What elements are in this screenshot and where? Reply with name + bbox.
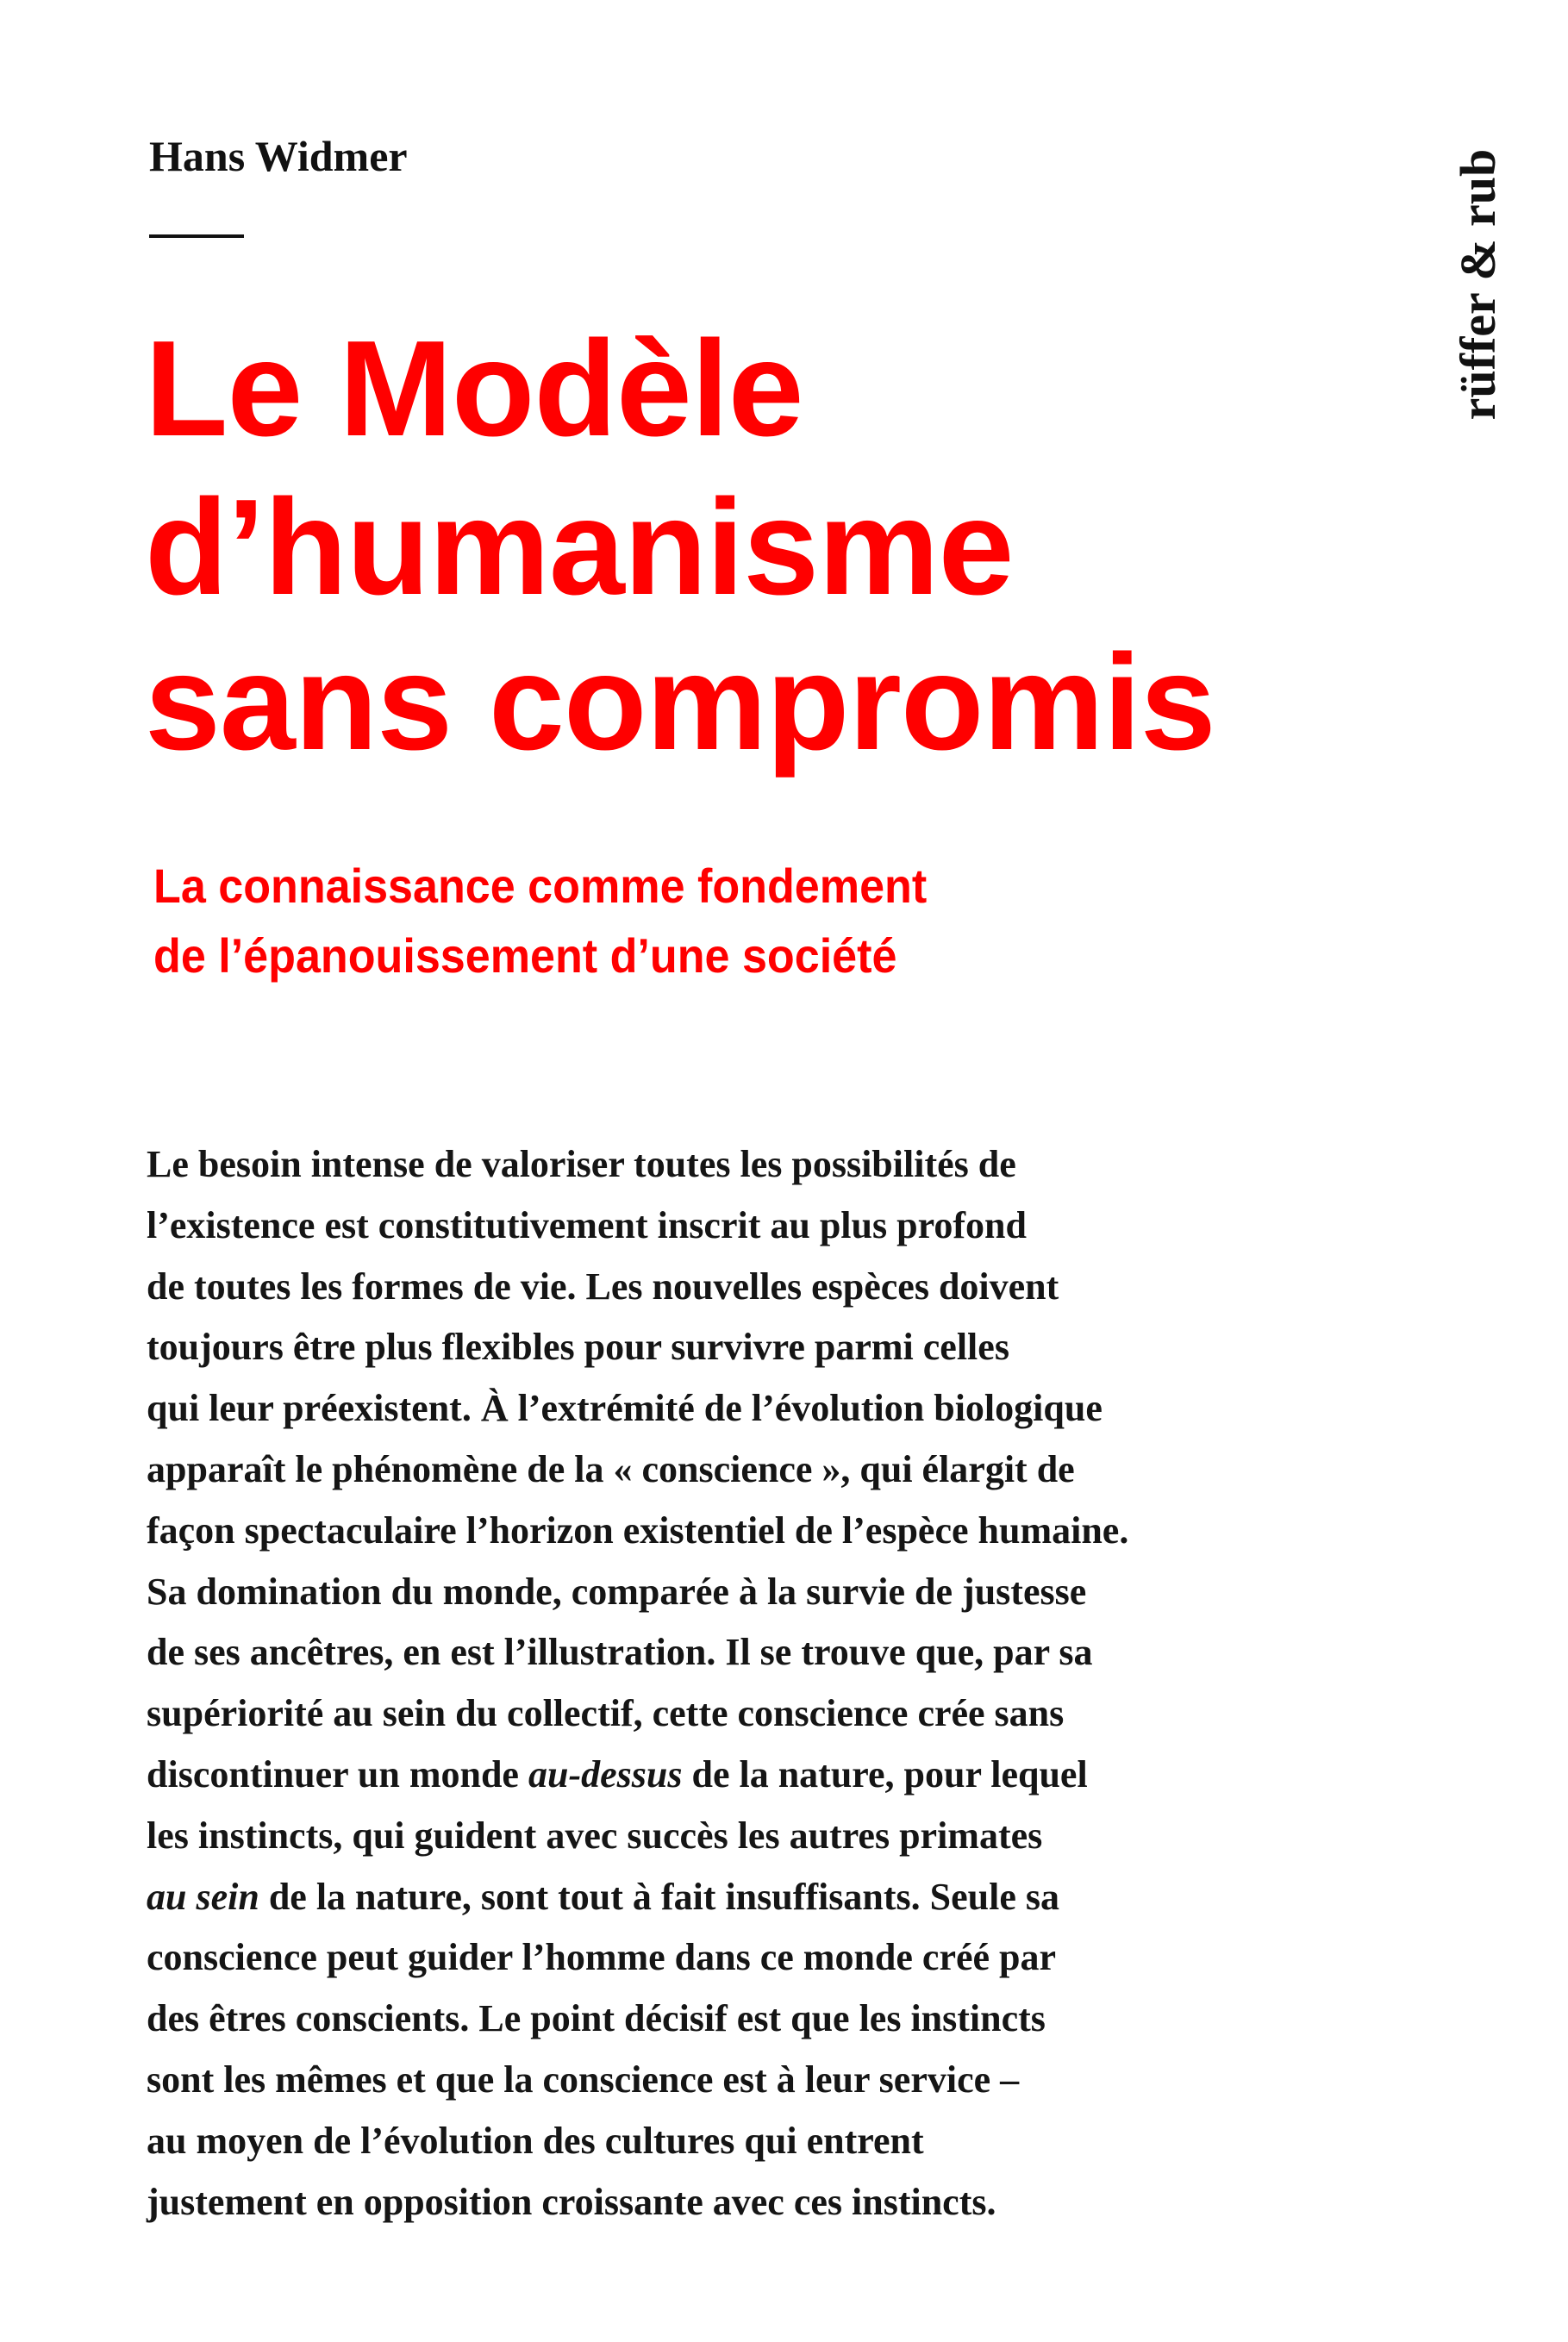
blurb-line: conscience peut guider l’homme dans ce monde créé par	[147, 1936, 1057, 1979]
divider-dash	[149, 234, 244, 238]
title-line-3: sans compromis	[145, 627, 1215, 778]
blurb-line: qui leur préexistent. À l’extrémité de l’évolution biologique	[147, 1387, 1103, 1430]
italic-text: au-dessus	[528, 1752, 683, 1796]
blurb-line: l’existence est constitutivement inscrit au plus profond	[147, 1203, 1027, 1246]
blurb-line: des êtres conscients. Le point décisif est que les instincts	[147, 1997, 1046, 2040]
blurb-line: Sa domination du monde, comparée à la survie de justesse	[147, 1570, 1087, 1613]
blurb-text	[147, 1134, 1128, 2233]
title-line-1: Le Modèle	[145, 313, 803, 465]
italic-text: au sein	[147, 1875, 259, 1918]
subtitle-line-1: La connaissance comme fondement	[153, 859, 928, 913]
blurb-line: sont les mêmes et que la conscience est à leur service –	[147, 2058, 1020, 2101]
subtitle-line-2: de l’épanouissement d’une société	[153, 928, 897, 983]
publisher-logo: rüffer & rub	[1450, 148, 1506, 421]
blurb-line	[147, 1867, 1128, 1928]
blurb-line: Le besoin intense de valoriser toutes les possibilités de	[147, 1143, 1016, 1185]
blurb-line: au moyen de l’évolution des cultures qui entrent	[147, 2119, 924, 2162]
blurb-line	[147, 1745, 1128, 1806]
blurb-line: de ses ancêtres, en est l’illustration. Il se trouve que, par sa	[147, 1631, 1093, 1674]
blurb-line: toujours être plus flexibles pour survivre parmi celles	[147, 1326, 1009, 1369]
blurb-line: façon spectaculaire l’horizon existentiel de l’espèce humaine.	[147, 1508, 1129, 1552]
blurb-line: les instincts, qui guident avec succès les autres primates	[147, 1814, 1043, 1857]
text: discontinuer un monde	[147, 1752, 528, 1796]
blurb-line: de toutes les formes de vie. Les nouvelles espèces doivent	[147, 1265, 1059, 1308]
blurb-line: apparaît le phénomène de la « conscience », qui élargit de	[147, 1447, 1075, 1490]
text: de la nature, sont tout à fait insuffisants. Seule sa	[259, 1875, 1059, 1918]
blurb-line: justement en opposition croissante avec ces instincts.	[147, 2180, 996, 2223]
blurb-line: supériorité au sein du collectif, cette conscience crée sans	[147, 1692, 1065, 1735]
text: de la nature, pour lequel	[682, 1752, 1088, 1796]
author-name: Hans Widmer	[149, 132, 408, 180]
title-line-2: d’humanisme	[145, 472, 1014, 623]
